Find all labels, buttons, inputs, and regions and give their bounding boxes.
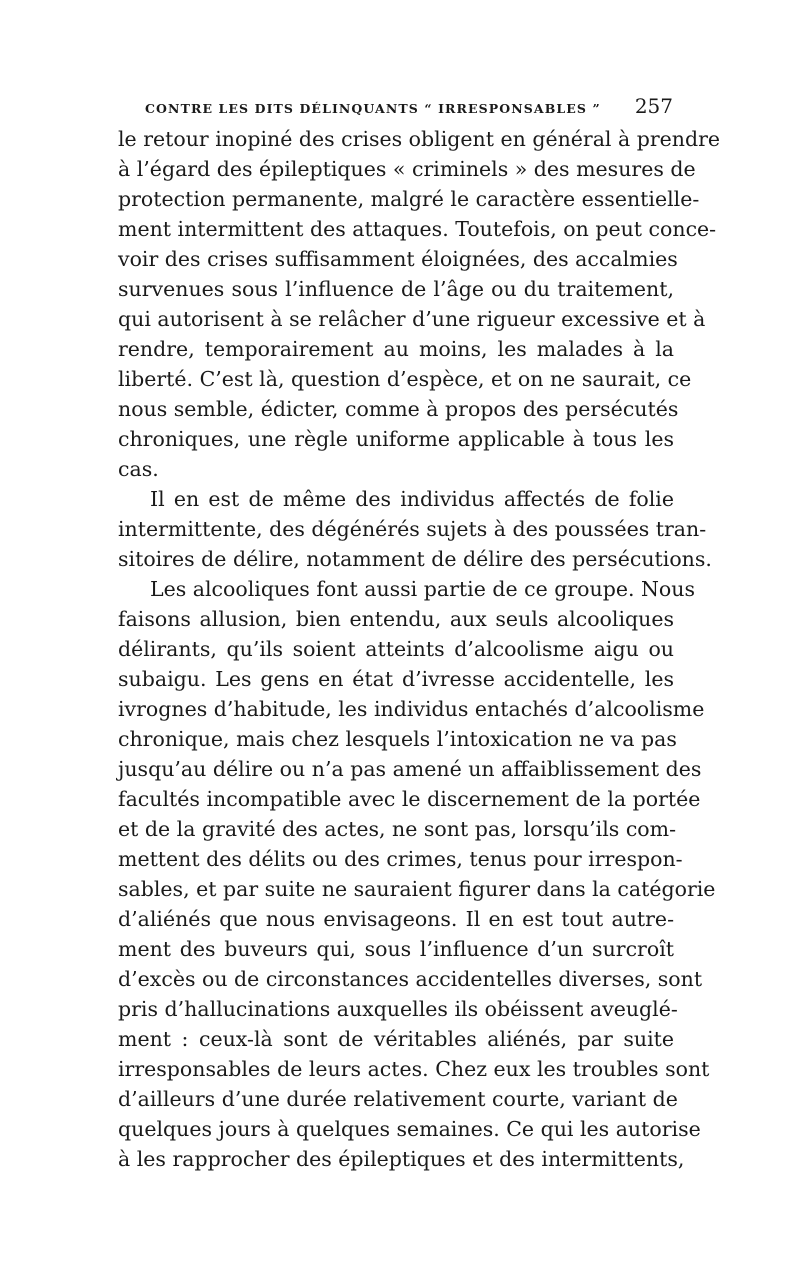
text-line: chronique, mais chez lesquels l’intoxication ne va pas	[118, 727, 677, 751]
text-line: sitoires de délire, notamment de délire des persécutions.	[118, 547, 712, 571]
text-line: ment intermittent des attaques. Toutefois, on peut conce-	[118, 217, 717, 241]
text-line: quelques jours à quelques semaines. Ce qui les autorise	[118, 1117, 701, 1141]
text-line: nous semble, édicter, comme à propos des persécutés	[118, 397, 679, 421]
text-line: irresponsables de leurs actes. Chez eux les troubles sont	[118, 1057, 710, 1081]
text-line: d’aliénés que nous envisageons. Il en est tout autre-	[118, 907, 674, 931]
text-line: Il en est de même des individus affectés de folie	[150, 487, 674, 511]
text-line: survenues sous l’influence de l’âge ou du traitement,	[118, 277, 674, 301]
text-line: ivrognes d’habitude, les individus entachés d’alcoolisme	[118, 697, 705, 721]
running-title: CONTRE LES DITS DÉLINQUANTS “ IRRESPONSABLES ”	[145, 101, 601, 116]
text-line: d’ailleurs d’une durée relativement courte, variant de	[118, 1087, 678, 1111]
text-line: mettent des délits ou des crimes, tenus pour irrespon-	[118, 847, 683, 871]
text-line: jusqu’au délire ou n’a pas amené un affaiblissement des	[118, 757, 702, 781]
text-line: sables, et par suite ne sauraient figurer dans la catégorie	[118, 877, 716, 901]
text-line: d’excès ou de circonstances accidentelles diverses, sont	[118, 967, 703, 991]
text-line: faisons allusion, bien entendu, aux seuls alcooliques	[118, 607, 674, 631]
text-line: ment : ceux-là sont de véritables aliénés, par suite	[118, 1027, 674, 1051]
text-line: et de la gravité des actes, ne sont pas, lorsqu’ils com-	[118, 817, 677, 841]
running-head	[145, 94, 673, 120]
text-line: rendre, temporairement au moins, les malades à la	[118, 337, 674, 361]
text-line: qui autorisent à se relâcher d’une rigueur excessive et à	[118, 307, 706, 331]
text-line: subaigu. Les gens en état d’ivresse accidentelle, les	[118, 667, 674, 691]
text-line: liberté. C’est là, question d’espèce, et on ne saurait, ce	[118, 367, 692, 391]
text-line: intermittente, des dégénérés sujets à des poussées tran-	[118, 517, 707, 541]
text-line: cas.	[118, 457, 159, 481]
text-line: voir des crises suffisamment éloignées, des accalmies	[118, 247, 678, 271]
text-line: Les alcooliques font aussi partie de ce groupe. Nous	[150, 577, 696, 601]
page-number: 257	[634, 94, 673, 118]
text-line: à les rapprocher des épileptiques et des intermittents,	[118, 1147, 685, 1171]
text-line: protection permanente, malgré le caractère essentielle-	[118, 187, 700, 211]
text-line: délirants, qu’ils soient atteints d’alcoolisme aigu ou	[118, 637, 674, 661]
body-text	[118, 124, 721, 1174]
text-line: facultés incompatible avec le discernement de la portée	[118, 787, 701, 811]
text-line: le retour inopiné des crises obligent en général à prendre	[118, 127, 721, 151]
text-line: pris d’hallucinations auxquelles ils obéissent aveuglé-	[118, 997, 678, 1021]
text-line: à l’égard des épileptiques « criminels » des mesures de	[118, 157, 696, 181]
text-line: chroniques, une règle uniforme applicable à tous les	[118, 427, 674, 451]
text-line: ment des buveurs qui, sous l’influence d’un surcroît	[118, 937, 674, 961]
